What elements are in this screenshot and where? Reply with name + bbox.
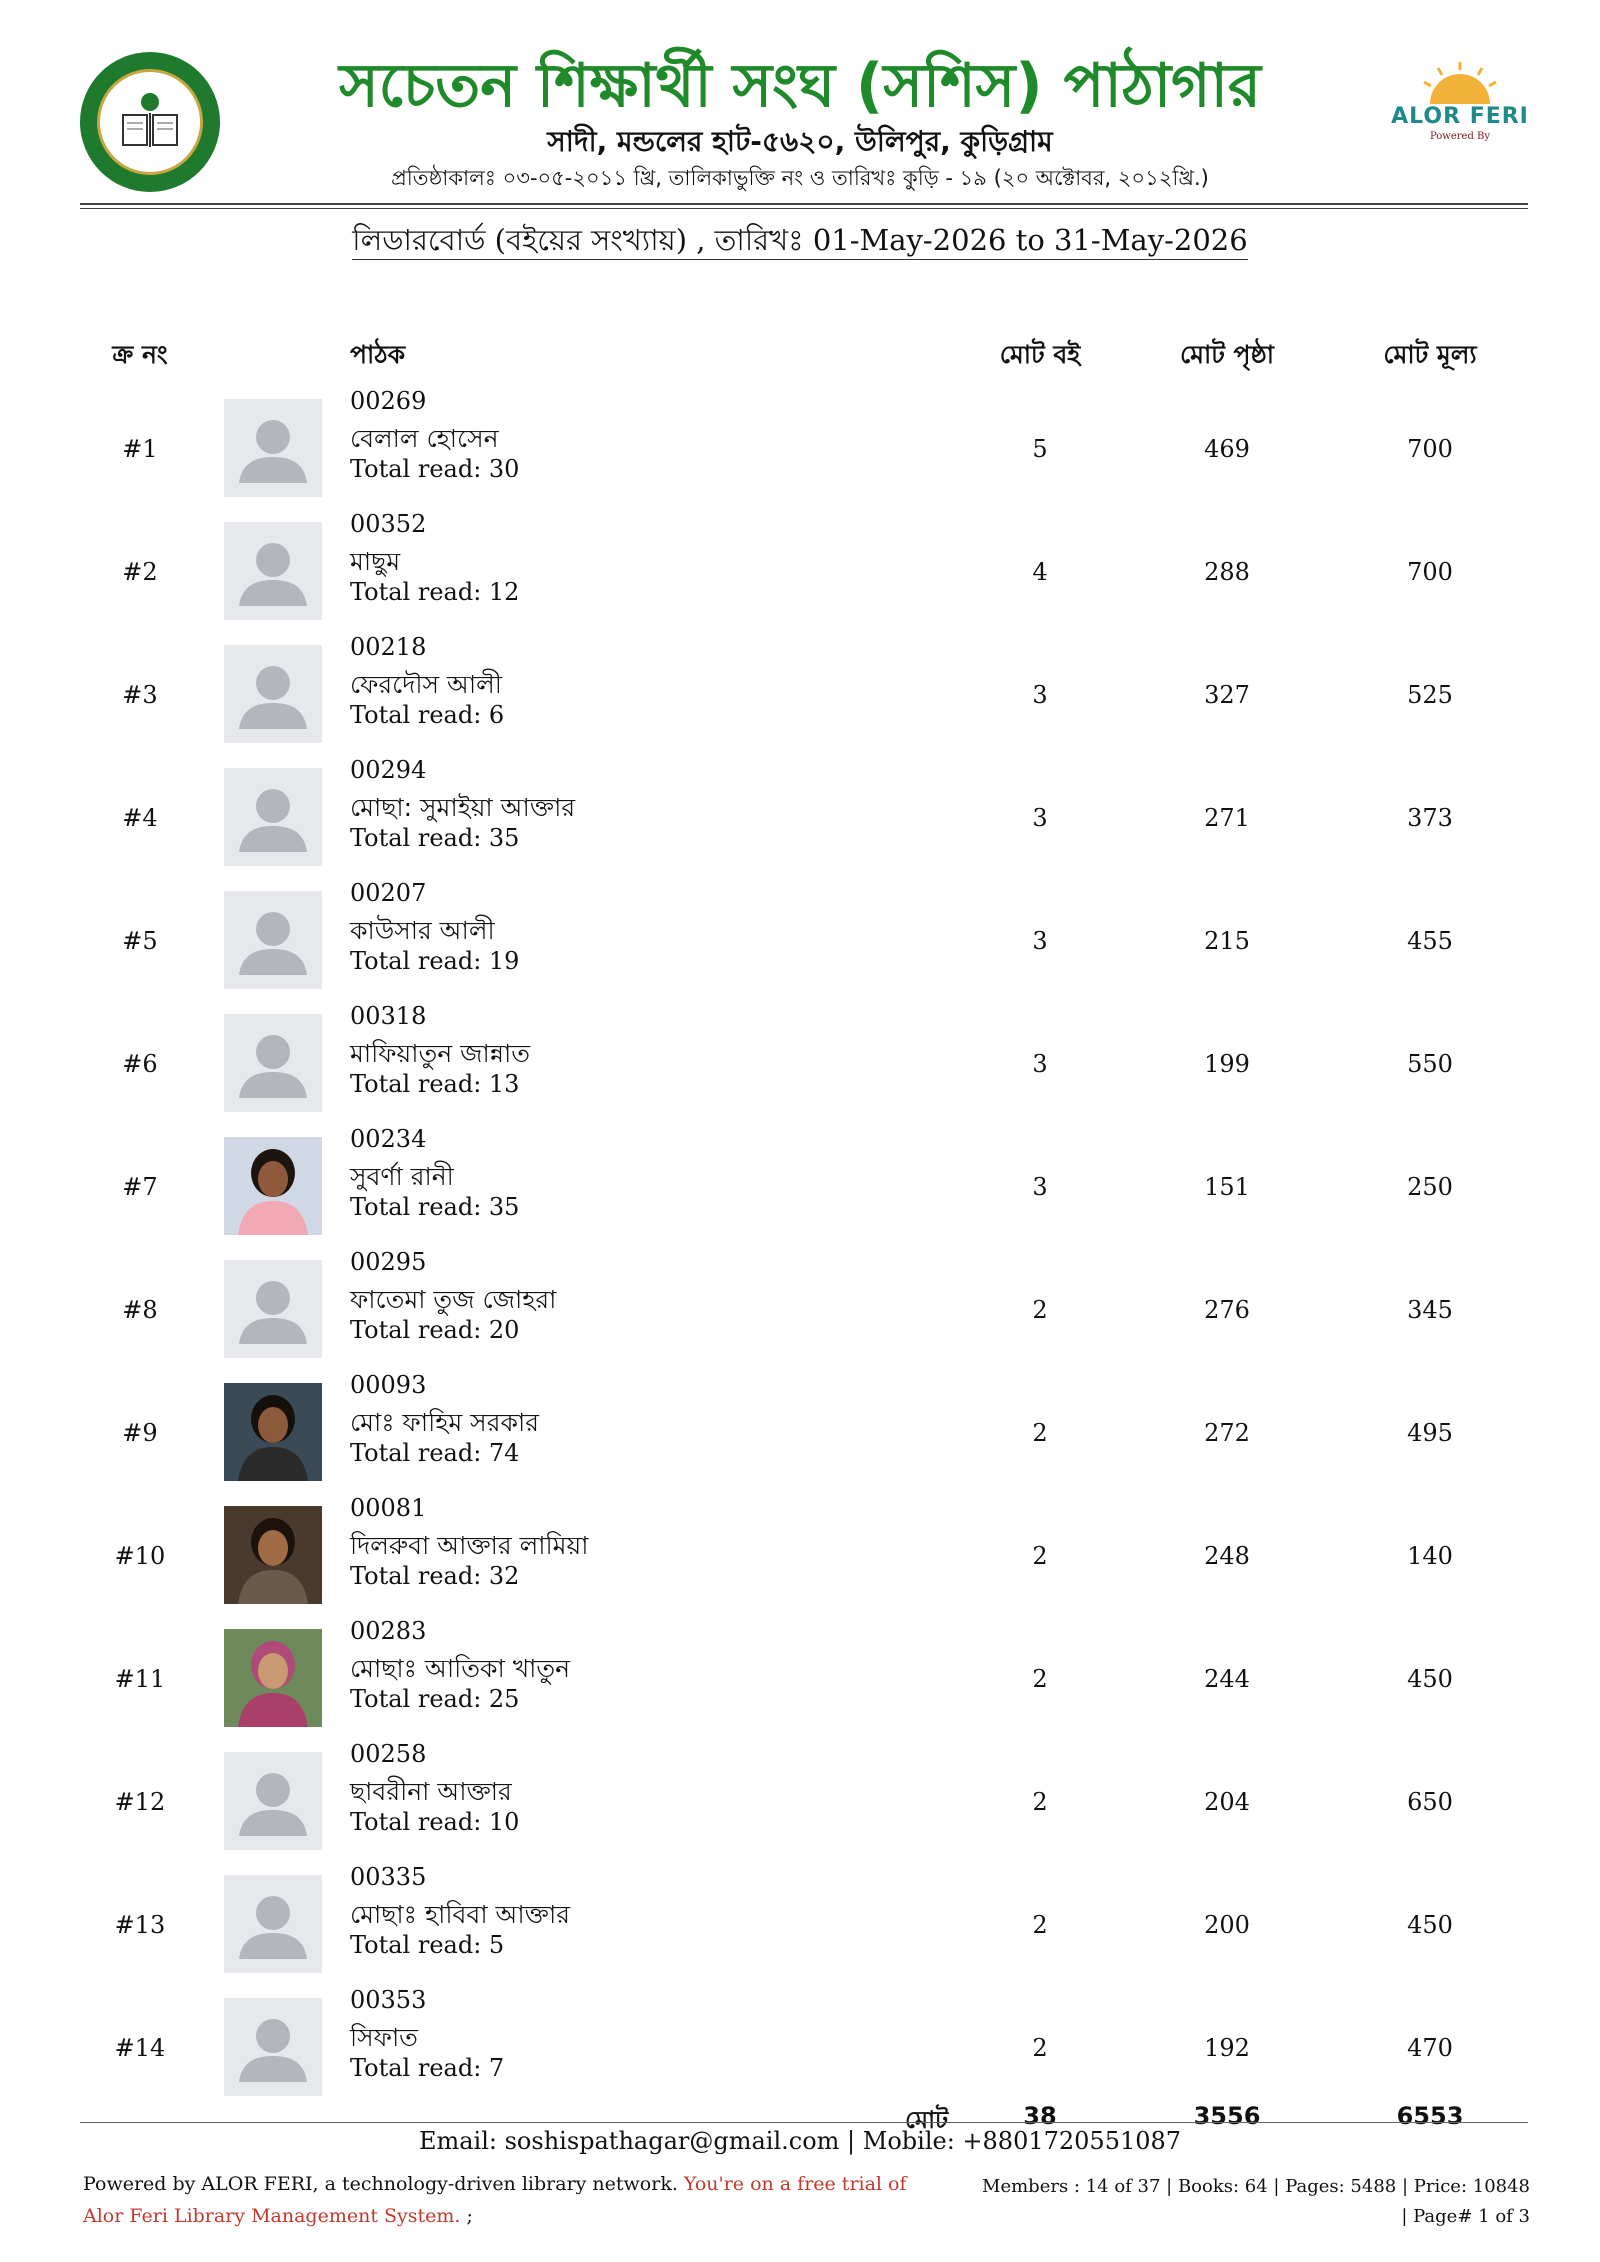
table-row (0, 1617, 1600, 1746)
table-row (0, 1863, 1600, 1992)
reader-total-read: Total read: 74 (350, 1439, 520, 1467)
reader-name: মোছা: সুমাইয়া আক্তার (350, 793, 576, 822)
reader-total-read: Total read: 6 (350, 701, 505, 729)
column-header-reader: পাঠক (350, 340, 406, 369)
reader-code: 00218 (350, 633, 427, 661)
reader-total-read: Total read: 7 (350, 2054, 505, 2082)
reader-code: 00283 (350, 1617, 427, 1645)
table-row (0, 1986, 1600, 2115)
row-books: 3 (1032, 1173, 1048, 1201)
reader-name: ছাবরীনা আক্তার (350, 1777, 512, 1806)
row-price: 495 (1407, 1419, 1453, 1447)
row-books: 4 (1032, 558, 1048, 586)
totals-label: মোট (905, 2106, 949, 2134)
reader-photo (224, 1137, 322, 1235)
reader-total-read: Total read: 25 (350, 1685, 520, 1713)
table-row (0, 387, 1600, 516)
row-books: 2 (1032, 1911, 1048, 1939)
row-rank: #3 (122, 681, 158, 709)
reader-photo (224, 1629, 322, 1727)
stats-line: Members : 14 of 37 | Books: 64 | Pages: 5488 | Price: 10848 (982, 2176, 1530, 2197)
reader-name: মোছাঃ আতিকা খাতুন (350, 1654, 571, 1683)
row-pages: 469 (1204, 435, 1250, 463)
row-pages: 327 (1204, 681, 1250, 709)
row-rank: #12 (114, 1788, 166, 1816)
column-header-price: মোট মূল্য (1383, 340, 1477, 369)
row-pages: 192 (1204, 2034, 1250, 2062)
report-title-text: লিডারবোর্ড (বইয়ের সংখ্যায়) , তারিখঃ 01-May-2026 to 31-May-2026 (352, 223, 1247, 260)
row-pages: 199 (1204, 1050, 1250, 1078)
reader-name: বেলাল হোসেন (350, 424, 499, 453)
reader-name: মোঃ ফাহিম সরকার (350, 1408, 539, 1437)
avatar-placeholder-icon (224, 891, 322, 989)
reader-name: মাছুম (350, 547, 401, 576)
row-books: 2 (1032, 1419, 1048, 1447)
row-rank: #9 (122, 1419, 158, 1447)
reader-code: 00318 (350, 1002, 427, 1030)
row-price: 700 (1407, 558, 1453, 586)
row-rank: #7 (122, 1173, 158, 1201)
row-books: 2 (1032, 1542, 1048, 1570)
row-price: 550 (1407, 1050, 1453, 1078)
reader-code: 00207 (350, 879, 427, 907)
table-row (0, 1002, 1600, 1131)
row-books: 2 (1032, 2034, 1048, 2062)
row-books: 2 (1032, 1788, 1048, 1816)
avatar-placeholder-icon (224, 1752, 322, 1850)
header-divider-thin (80, 208, 1528, 209)
table-row (0, 1125, 1600, 1254)
reader-code: 00269 (350, 387, 427, 415)
row-rank: #1 (122, 435, 158, 463)
powered-by-text: Powered by ALOR FERI, a technology-driven library network. (83, 2173, 684, 2195)
row-pages: 151 (1204, 1173, 1250, 1201)
avatar-placeholder-icon (224, 768, 322, 866)
avatar-placeholder-icon (224, 399, 322, 497)
reader-name: মোছাঃ হাবিবা আক্তার (350, 1900, 570, 1929)
row-price: 470 (1407, 2034, 1453, 2062)
reader-total-read: Total read: 19 (350, 947, 520, 975)
totals-books: 38 (1023, 2102, 1057, 2130)
table-row (0, 510, 1600, 639)
table-row (0, 1494, 1600, 1623)
reader-name: সুবর্ণা রানী (350, 1162, 454, 1191)
header-divider (80, 203, 1528, 205)
row-pages: 276 (1204, 1296, 1250, 1324)
column-header-rank: ক্র নং (112, 340, 168, 369)
row-rank: #11 (114, 1665, 166, 1693)
totals-pages: 3556 (1193, 2102, 1261, 2130)
avatar-placeholder-icon (224, 522, 322, 620)
partner-brand: ALOR FERI (1391, 104, 1529, 129)
reader-name: কাউসার আলী (350, 916, 495, 945)
row-pages: 271 (1204, 804, 1250, 832)
row-price: 373 (1407, 804, 1453, 832)
row-pages: 272 (1204, 1419, 1250, 1447)
row-books: 2 (1032, 1665, 1048, 1693)
row-rank: #4 (122, 804, 158, 832)
row-price: 140 (1407, 1542, 1453, 1570)
powered-by-note (83, 2168, 943, 2232)
reader-code: 00093 (350, 1371, 427, 1399)
row-books: 3 (1032, 681, 1048, 709)
reader-code: 00295 (350, 1248, 427, 1276)
row-books: 3 (1032, 804, 1048, 832)
reader-total-read: Total read: 12 (350, 578, 520, 606)
reader-name: সিফাত (350, 2023, 418, 2052)
reader-total-read: Total read: 13 (350, 1070, 520, 1098)
report-title (0, 218, 1600, 267)
reader-code: 00258 (350, 1740, 427, 1768)
reader-photo (224, 1506, 322, 1604)
reader-name: মাফিয়াতুন জান্নাত (350, 1039, 531, 1068)
reader-total-read: Total read: 30 (350, 455, 520, 483)
avatar-placeholder-icon (224, 1260, 322, 1358)
row-price: 700 (1407, 435, 1453, 463)
avatar-placeholder-icon (224, 1875, 322, 1973)
reader-photo (224, 1383, 322, 1481)
reader-code: 00234 (350, 1125, 427, 1153)
reader-code: 00294 (350, 756, 427, 784)
row-rank: #14 (114, 2034, 166, 2062)
table-row (0, 633, 1600, 762)
trial-notice: You're on a free trial of Alor Feri Library Management System. (83, 2173, 907, 2227)
reader-total-read: Total read: 5 (350, 1931, 505, 1959)
row-price: 250 (1407, 1173, 1453, 1201)
establishment-info: প্রতিষ্ঠাকালঃ ০৩-০৫-২০১১ খ্রি, তালিকাভুক্তি নং ও তারিখঃ কুড়ি - ১৯ (২০ অক্টোবর, ২০১২খ্রি.) (391, 166, 1209, 190)
trial-suffix: ; (460, 2205, 473, 2227)
row-price: 455 (1407, 927, 1453, 955)
reader-total-read: Total read: 20 (350, 1316, 520, 1344)
reader-total-read: Total read: 35 (350, 1193, 520, 1221)
table-row (0, 1371, 1600, 1500)
table-row (0, 1740, 1600, 1869)
alor-feri-logo (1385, 62, 1535, 172)
row-pages: 204 (1204, 1788, 1250, 1816)
row-books: 5 (1032, 435, 1048, 463)
library-address: সাদী, মন্ডলের হাট-৫৬২০, উলিপুর, কুড়িগ্রাম (547, 125, 1053, 158)
row-pages: 288 (1204, 558, 1250, 586)
reader-code: 00353 (350, 1986, 427, 2014)
column-header-books: মোট বই (999, 340, 1081, 369)
partner-tagline: Powered By (1429, 131, 1491, 142)
reader-code: 00335 (350, 1863, 427, 1891)
row-price: 345 (1407, 1296, 1453, 1324)
row-rank: #5 (122, 927, 158, 955)
row-price: 450 (1407, 1665, 1453, 1693)
row-books: 3 (1032, 927, 1048, 955)
table-row (0, 879, 1600, 1008)
row-pages: 248 (1204, 1542, 1250, 1570)
reader-total-read: Total read: 32 (350, 1562, 520, 1590)
reader-code: 00081 (350, 1494, 427, 1522)
contact-info: Email: soshispathagar@gmail.com | Mobile: +8801720551087 (418, 2127, 1182, 2155)
avatar-placeholder-icon (224, 1998, 322, 2096)
sunrise-icon (1420, 62, 1500, 104)
reader-code: 00352 (350, 510, 427, 538)
reader-total-read: Total read: 35 (350, 824, 520, 852)
avatar-placeholder-icon (224, 645, 322, 743)
row-rank: #6 (122, 1050, 158, 1078)
row-pages: 200 (1204, 1911, 1250, 1939)
row-pages: 215 (1204, 927, 1250, 955)
row-books: 3 (1032, 1050, 1048, 1078)
row-price: 450 (1407, 1911, 1453, 1939)
row-books: 2 (1032, 1296, 1048, 1324)
row-rank: #8 (122, 1296, 158, 1324)
avatar-placeholder-icon (224, 1014, 322, 1112)
row-rank: #10 (114, 1542, 166, 1570)
table-row (0, 756, 1600, 885)
table-row (0, 1248, 1600, 1377)
footer-divider (80, 2122, 1528, 2123)
totals-price: 6553 (1396, 2102, 1464, 2130)
page-number: | Page# 1 of 3 (1401, 2206, 1530, 2227)
row-pages: 244 (1204, 1665, 1250, 1693)
column-header-pages: মোট পৃষ্ঠা (1179, 340, 1275, 369)
reader-name: ফেরদৌস আলী (350, 670, 502, 699)
reader-total-read: Total read: 10 (350, 1808, 520, 1836)
reader-name: ফাতেমা তুজ জোহরা (350, 1285, 557, 1314)
row-rank: #2 (122, 558, 158, 586)
summary-stats (975, 2172, 1530, 2232)
reader-name: দিলরুবা আক্তার লামিয়া (350, 1531, 589, 1560)
row-price: 650 (1407, 1788, 1453, 1816)
row-rank: #13 (114, 1911, 166, 1939)
library-title: সচেতন শিক্ষার্থী সংঘ (সশিস) পাঠাগার (339, 51, 1261, 121)
row-price: 525 (1407, 681, 1453, 709)
